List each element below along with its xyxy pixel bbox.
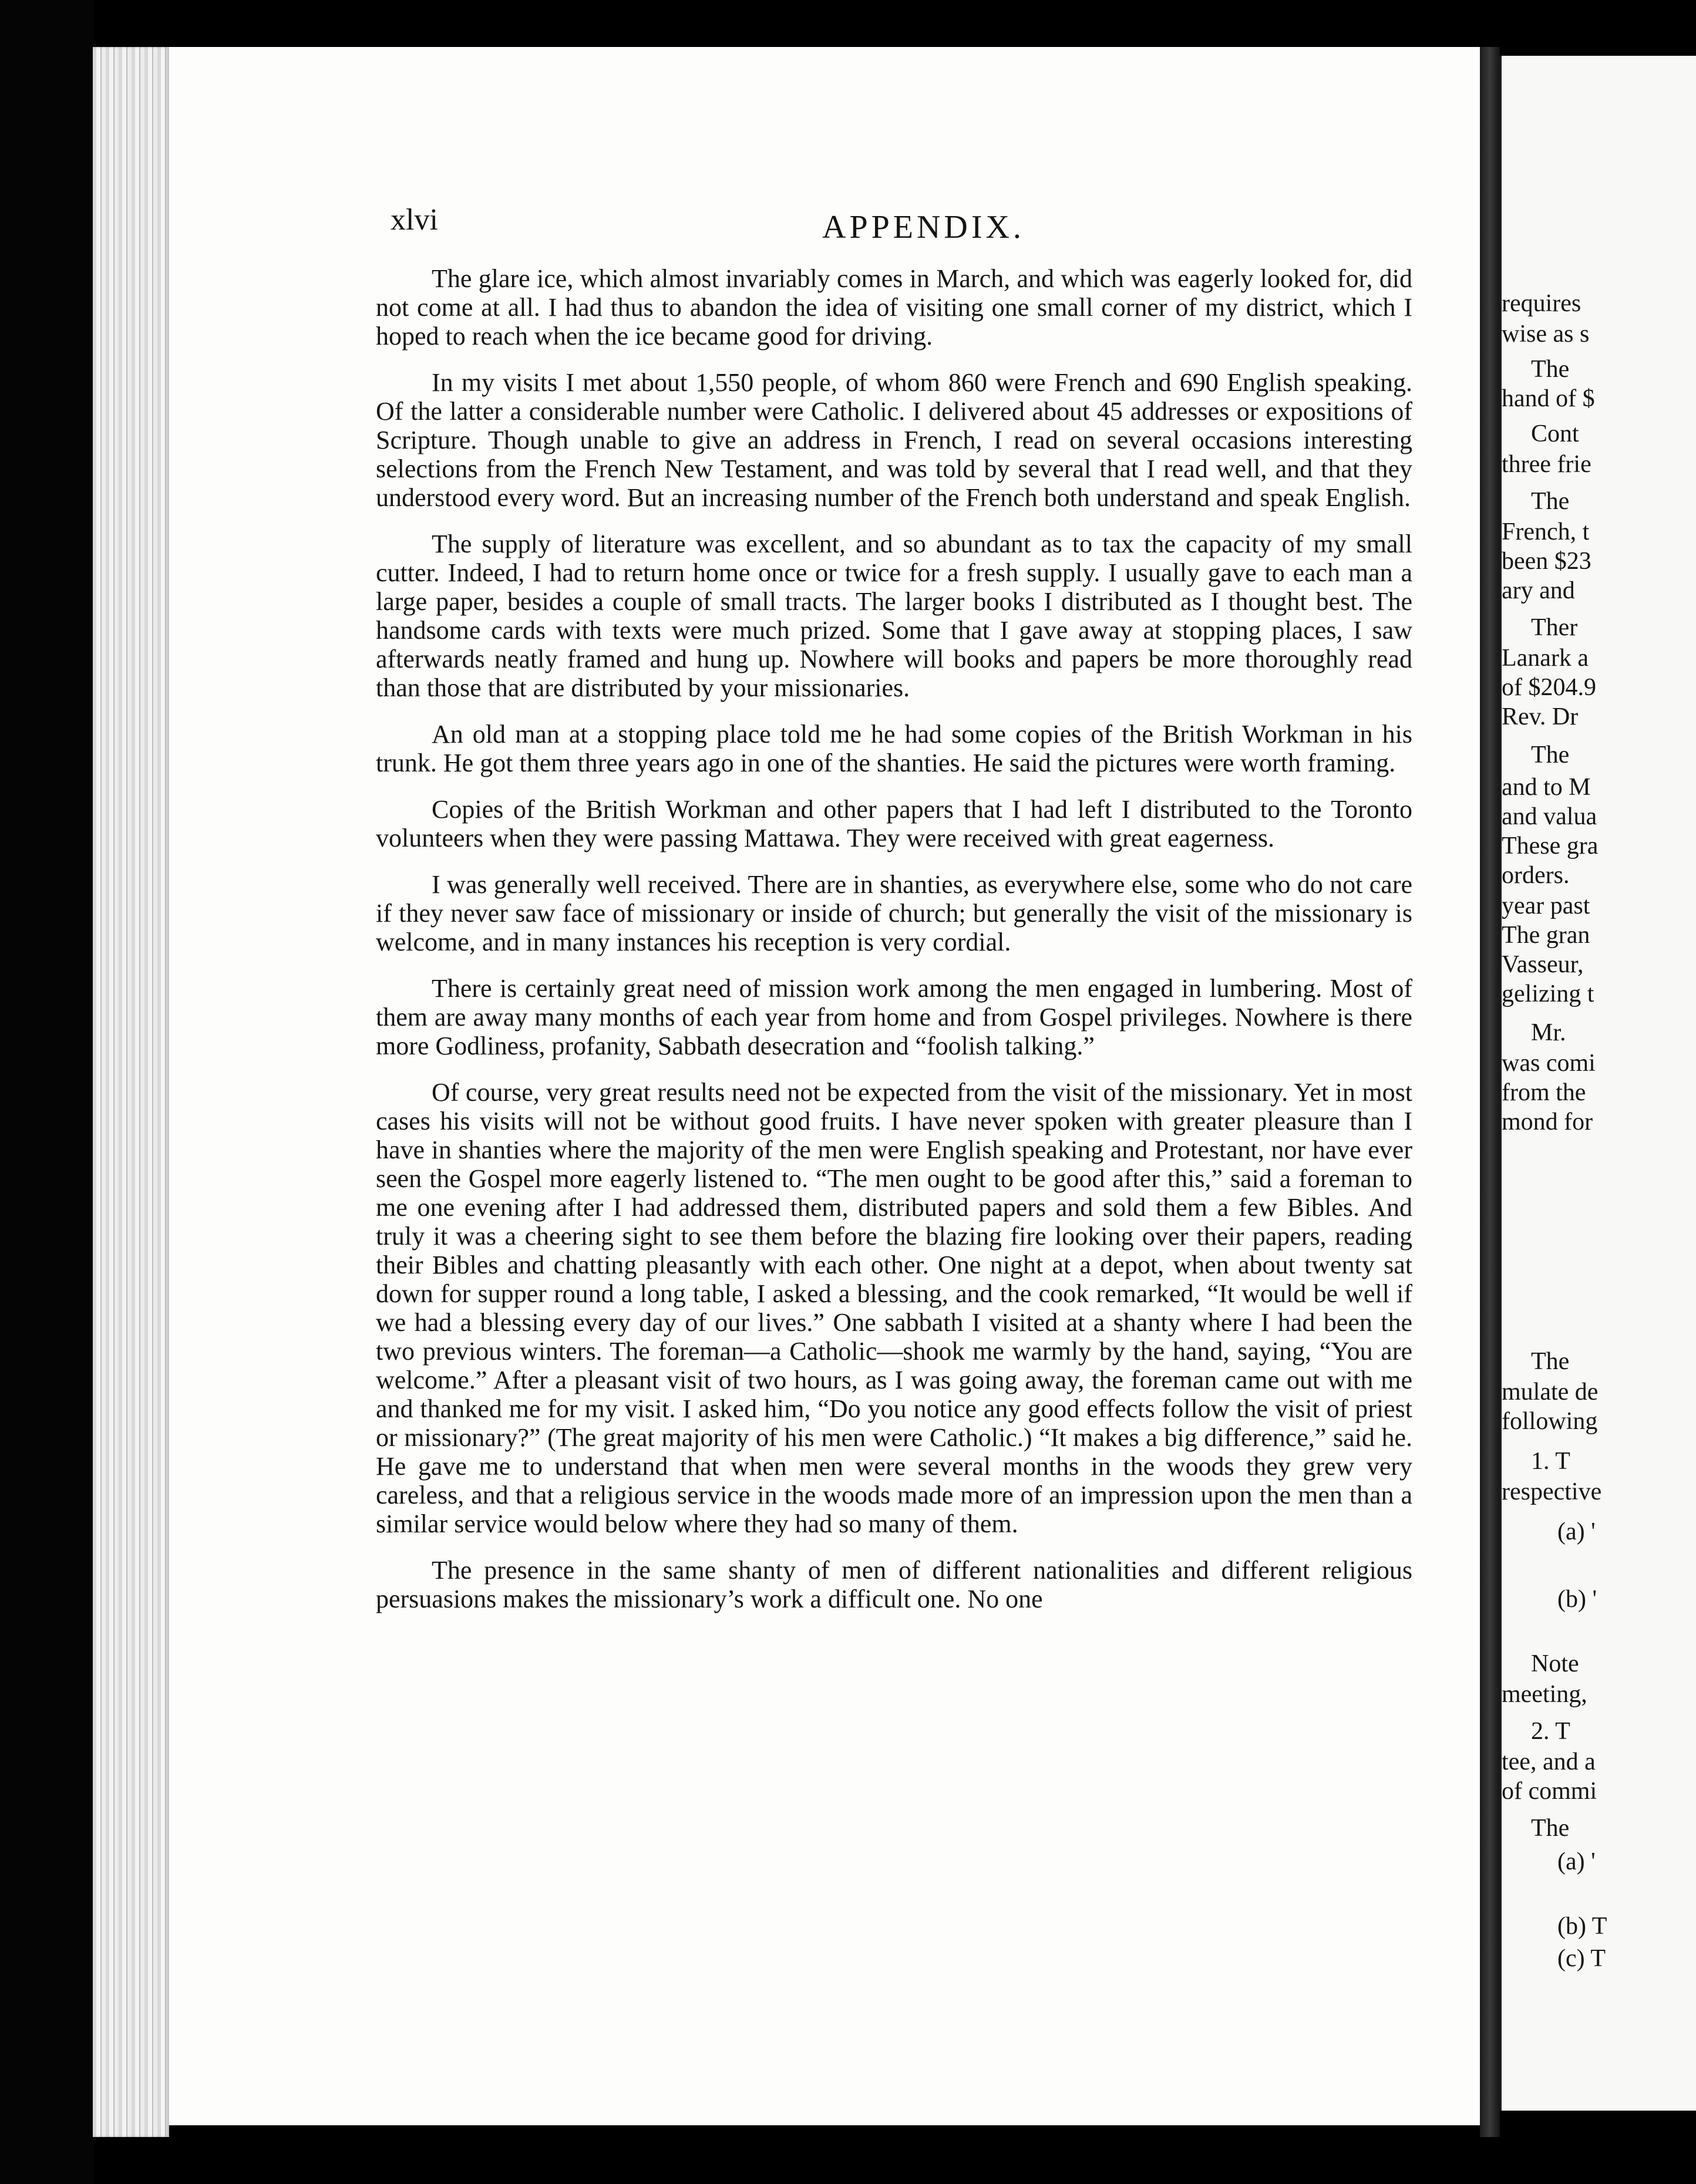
paragraph: Copies of the British Workman and other papers that I had left I distributed to the Toronto volunteers when they were passing Mattawa. They were received with great eagerness. (376, 795, 1412, 852)
paragraph: The glare ice, which almost invariably comes in March, and which was eagerly looked for, did not come at all. I had thus to abandon the idea of visiting one small corner of my district, which I hoped to reach when the ice became good for driving. (376, 264, 1412, 350)
line-fragment: was comi (1502, 1050, 1596, 1077)
line-fragment: (b) ' (1557, 1586, 1597, 1613)
page-body (376, 264, 1412, 1631)
line-fragment: (c) T (1557, 1945, 1606, 1972)
paragraph: Of course, very great results need not be expected from the visit of the missionary. Yet in most cases his visits will not be without good fruits. I have never spoken with greater pleasure than I have in shanties where the majority of the men were English speaking and Protestant, nor have ever seen the Gospel more eagerly listened to. “The men ought to be good after this,” said a foreman to me one evening after I had addressed them, distributed papers and sold them a few Bibles. And truly it was a cheering sight to see them before the blazing fire looking over their papers, reading their Bibles and chatting pleasantly with each other. One night at a depot, when about twenty sat down for supper round a long table, I asked a blessing, and the cook remarked, “It would be well if we had a blessing every day of our lives.” One sabbath I visited at a shanty where I had been the two previous winters. The foreman—a Catholic—shook me warmly by the hand, saying, “You are welcome.” After a pleasant visit of two hours, as I was going away, the foreman came out with me and thanked me for my visit. I asked him, “Do you notice any good effects follow the visit of priest or missionary?” (The great majority of his men were Catholic.) “It makes a big difference,” said he. He gave me to understand that when men were several months in the woods they grew very careless, and that a religious service in the woods made more of an impression upon the men than a similar service would below where they had so many of them. (376, 1078, 1412, 1538)
line-fragment: of commi (1502, 1778, 1597, 1805)
line-fragment: been $23 (1502, 548, 1591, 575)
line-fragment: following (1502, 1408, 1598, 1435)
line-fragment: three frie (1502, 451, 1591, 478)
book-page-edges (93, 47, 169, 2137)
line-fragment: and to M (1502, 774, 1591, 801)
paragraph: In my visits I met about 1,550 people, of whom 860 were French and 690 English speaking. Of the latter a considerable number were Catholic. I delivered about 45 addresses or expositions of Scripture. Though unable to give an address in French, I read on several occasions interesting selections from the French New Testament, and was told by several that I read well, and that they understood every word. But an increasing number of the French both understand and speak English. (376, 368, 1412, 512)
line-fragment: The (1531, 1815, 1570, 1842)
line-fragment: respective (1502, 1478, 1602, 1505)
line-fragment: Mr. (1531, 1019, 1566, 1046)
line-fragment: orders. (1502, 862, 1570, 889)
paragraph: An old man at a stopping place told me he had some copies of the British Workman in his trunk. He got them three years ago in one of the shanties. He said the pictures were worth framing. (376, 720, 1412, 777)
line-fragment: Lanark a (1502, 645, 1589, 672)
line-fragment: meeting, (1502, 1681, 1587, 1708)
line-fragment: French, t (1502, 518, 1590, 545)
line-fragment: Cont (1531, 420, 1579, 447)
line-fragment: and valua (1502, 803, 1597, 830)
line-fragment: from the (1502, 1079, 1586, 1106)
line-fragment: (b) T (1557, 1913, 1607, 1940)
line-fragment: of $204.9 (1502, 674, 1596, 701)
line-fragment: ary and (1502, 577, 1575, 604)
paragraph: There is certainly great need of mission work among the men engaged in lumbering. Most of them are away many months of each year from home and from Gospel privileges. Nowhere is there more Godliness, profanity, Sabbath desecration and “foolish talking.” (376, 974, 1412, 1060)
line-fragment: The (1531, 488, 1570, 515)
line-fragment: (a) ' (1557, 1518, 1596, 1545)
book-gutter (1480, 47, 1500, 2137)
line-fragment: The gran (1502, 922, 1590, 949)
line-fragment: year past (1502, 892, 1590, 919)
line-fragment: tee, and a (1502, 1748, 1596, 1775)
line-fragment: Note (1531, 1650, 1579, 1677)
line-fragment: The (1531, 1348, 1570, 1375)
paragraph: The supply of literature was excellent, and so abundant as to tax the capacity of my small cutter. Indeed, I had to return home once or twice for a fresh supply. I usually gave to each man a large paper, besides a couple of small tracts. The larger books I distributed as I thought best. The handsome cards with texts were much prized. Some that I gave away at stopping places, I saw afterwards neatly framed and hung up. Nowhere will books and papers be more thoroughly read than those that are distributed by your missionaries. (376, 530, 1412, 702)
line-fragment: mond for (1502, 1108, 1593, 1135)
line-fragment: 1. T (1531, 1448, 1570, 1475)
scan-border (0, 0, 94, 2184)
line-fragment: mulate de (1502, 1379, 1599, 1406)
line-fragment: hand of $ (1502, 385, 1595, 412)
line-fragment: wise as s (1502, 321, 1590, 348)
paragraph: The presence in the same shanty of men of different nationalities and different religious persuasions makes the missionary’s work a difficult one. No one (376, 1556, 1412, 1613)
line-fragment: 2. T (1531, 1718, 1570, 1745)
line-fragment: Vasseur, (1502, 951, 1584, 978)
right-book-page (1500, 56, 1696, 2111)
paragraph: I was generally well received. There are in shanties, as everywhere else, some who do not care if they never saw face of missionary or inside of church; but generally the visit of the missionary is welcome, and in many instances his reception is very cordial. (376, 870, 1412, 956)
line-fragment: gelizing t (1502, 980, 1594, 1007)
line-fragment: Ther (1531, 614, 1578, 641)
page-number: xlvi (391, 203, 438, 237)
page-title: APPENDIX. (822, 209, 1025, 245)
line-fragment: requires (1502, 290, 1581, 317)
line-fragment: These gra (1502, 833, 1599, 860)
line-fragment: (a) ' (1557, 1848, 1596, 1875)
right-page-text (1502, 56, 1696, 2111)
line-fragment: The (1531, 356, 1570, 383)
line-fragment: The (1531, 742, 1570, 769)
line-fragment: Rev. Dr (1502, 703, 1579, 730)
